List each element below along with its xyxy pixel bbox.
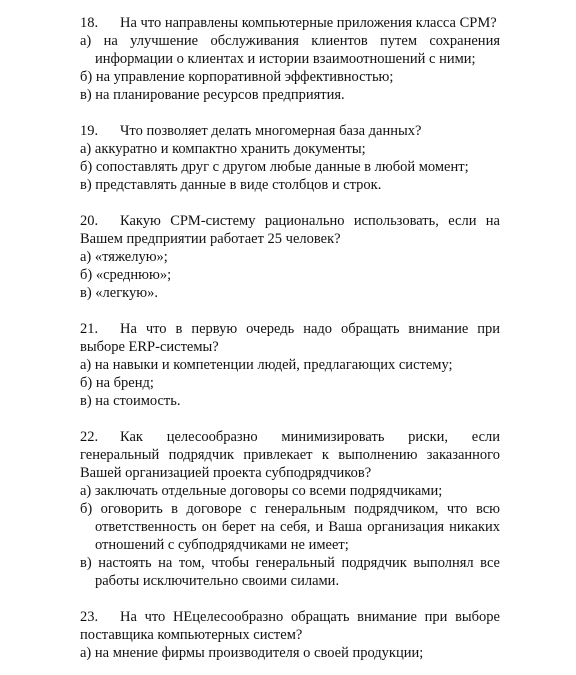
question-text: Как целесообразно минимизировать риски, если генеральный подрядчик привлекает к выполнению заказанного Вашей организацией проекта субподрядчиков? [80,429,500,481]
answer-option: б) на бренд; [80,375,154,391]
question-19 [80,122,500,194]
question-number: 22. [80,429,99,445]
answer-option: а) на навыки и компетенции людей, предлагающих систему; [80,357,453,373]
answer-option: в) представлять данные в виде столбцов и строк. [80,177,382,193]
answer-option: в) на планирование ресурсов предприятия. [80,87,345,103]
question-header [80,212,500,248]
answer-option: в) «легкую». [80,285,158,301]
question-text: На что направлены компьютерные приложения класса CPM? [120,15,497,31]
question-number: 19. [80,123,99,139]
answer-option: б) оговорить в договоре с генеральным подрядчиком, что всю ответственность он берет на себя, и Ваша организация никаких отношений с субподрядчиками не имеет; [80,501,500,553]
question-number: 23. [80,609,99,625]
question-number: 18. [80,15,99,31]
answer-option: в) настоять на том, чтобы генеральный подрядчик выполнял все работы исключительно своими силами. [80,555,500,589]
question-header [80,122,500,140]
answer-option: б) на управление корпоративной эффективностью; [80,69,394,85]
question-text: На что в первую очередь надо обращать внимание при выборе ERP-системы? [80,321,500,355]
question-text: Какую CPM-систему рационально использовать, если на Вашем предприятии работает 25 человек? [80,213,500,247]
question-text: На что НЕцелесообразно обращать внимание при выборе поставщика компьютерных систем? [80,609,500,643]
question-text: Что позволяет делать многомерная база данных? [120,123,422,139]
answer-option: а) на улучшение обслуживания клиентов путем сохранения информации о клиентах и истории взаимоотношений с ними; [80,33,500,67]
question-21 [80,320,500,410]
question-number: 21. [80,321,99,337]
question-number: 20. [80,213,99,229]
question-18 [80,14,500,104]
question-20 [80,212,500,302]
answer-options [80,356,500,410]
question-23 [80,608,500,662]
question-header [80,320,500,356]
answer-option: а) на мнение фирмы производителя о своей продукции; [80,645,424,661]
question-22 [80,428,500,590]
answer-option: а) «тяжелую»; [80,249,168,265]
answer-option: а) аккуратно и компактно хранить документы; [80,141,366,157]
answer-options [80,248,500,302]
question-header [80,608,500,644]
answer-option: а) заключать отдельные договоры со всеми подрядчиками; [80,483,443,499]
answer-option: в) на стоимость. [80,393,181,409]
answer-options [80,32,500,104]
answer-option: б) сопоставлять друг с другом любые данные в любой момент; [80,159,469,175]
answer-options [80,482,500,590]
answer-options [80,140,500,194]
answer-option: б) «среднюю»; [80,267,172,283]
question-header [80,14,500,32]
answer-options [80,644,500,662]
question-header [80,428,500,482]
